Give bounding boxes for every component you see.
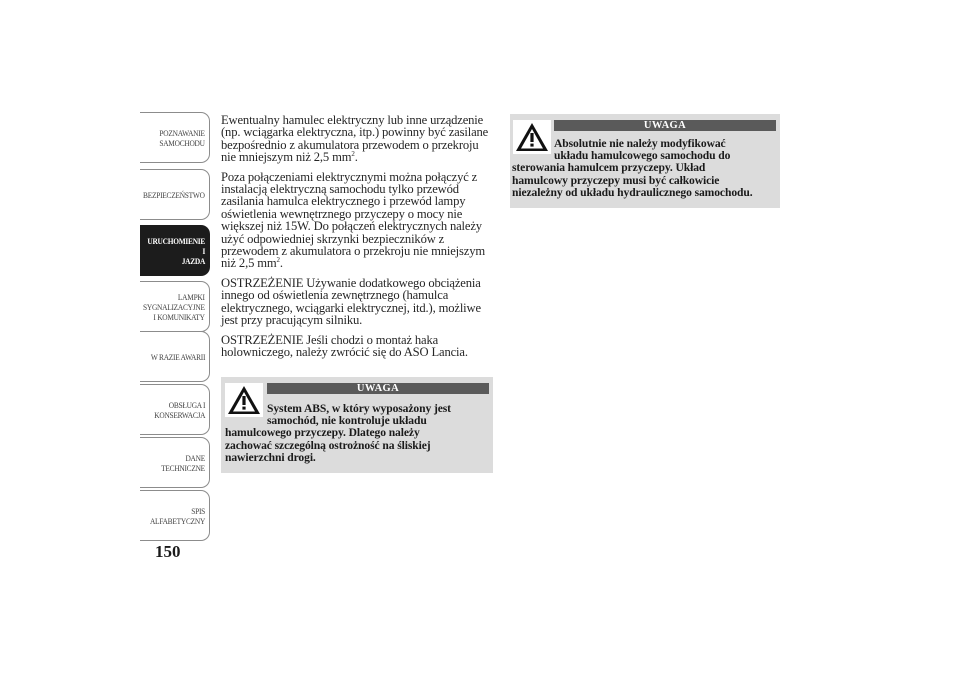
page-number: 150 bbox=[155, 542, 181, 561]
tab-label: LAMPKI SYGNALIZACYJNE I KOMUNIKATY bbox=[143, 291, 205, 322]
paragraph-electrical-connections: Poza połączeniami elektrycznymi można połączyć z instalacją elektryczną samochodu tylko przewód zasilania hamulca elektrycznego i przewód lampy oświetlenia wewnętrznego przyczepy o mocy nie większej niż 15W. Do połączeń elektrycznych należy użyć odpowiedniej skrzynki bezpieczników z przewodem z akumulatora o przekroju nie mniejszym niż 2,5 $mm^2$. bbox=[221, 169, 486, 271]
paragraph-warning-tow-hook: OSTRZEŻENIE Jeśli chodzi o montaż haka holowniczego, należy zwrócić się do ASO Lancia. bbox=[221, 332, 468, 359]
warning-text: System ABS, w który wyposażony jest samochód, nie kontroluje układu hamulcowego przyczepy. Dlatego należy zachować szczególną ostrożność na śliskiej nawierzchni drogi. bbox=[225, 402, 451, 464]
tab-label: BEZPIECZEŃSTWO bbox=[143, 189, 205, 200]
tab-lampki-sygnalizacyjne[interactable] bbox=[140, 281, 210, 332]
warning-title: UWAGA bbox=[267, 383, 489, 394]
body-text-column bbox=[221, 114, 493, 365]
warning-box-abs bbox=[221, 377, 493, 473]
tab-bezpieczenstwo[interactable] bbox=[140, 169, 210, 220]
tab-spis-alfabetyczny[interactable] bbox=[140, 490, 210, 541]
tab-w-razie-awarii[interactable] bbox=[140, 331, 210, 382]
tab-label: URUCHOMIENIE I JAZDA bbox=[147, 235, 205, 266]
tab-label: W RAZIE AWARII bbox=[150, 351, 205, 362]
tab-obsluga-i-konserwacja[interactable] bbox=[140, 384, 210, 435]
tab-label: POZNAWANIE SAMOCHODU bbox=[159, 127, 205, 148]
warning-text: Absolutnie nie należy modyfikować układu hamulcowego samochodu do sterowania hamulcem przyczepy. Układ hamulcowy przyczepy musi być całkowicie niezależny od układu hydraulicznego samochodu. bbox=[512, 137, 753, 199]
tab-dane-techniczne[interactable] bbox=[140, 437, 210, 488]
tab-uruchomienie-i-jazda[interactable] bbox=[140, 225, 210, 276]
paragraph-warning-load: OSTRZEŻENIE Używanie dodatkowego obciążenia innego od oświetlenia zewnętrznego (hamulca elektrycznego, wciągarki elektrycznej, itd.), możliwe jest przy pracującym silniku. bbox=[221, 275, 481, 328]
tab-label: OBSŁUGA I KONSERWACJA bbox=[154, 399, 205, 420]
warning-box-brake-modification bbox=[510, 114, 780, 208]
tab-label: SPIS ALFABETYCZNY bbox=[149, 505, 205, 526]
tab-label: DANE TECHNICZNE bbox=[161, 452, 205, 473]
paragraph-electric-brake: Ewentualny hamulec elektryczny lub inne urządzenie (np. wciągarka elektryczna, itp.) powinny być zasilane bezpośrednio z akumulatora przewodem o przekroju nie mniejszym niż 2,5 $mm^2$. bbox=[221, 113, 489, 165]
tab-poznawanie-samochodu[interactable] bbox=[140, 112, 210, 163]
warning-title: UWAGA bbox=[554, 120, 776, 131]
